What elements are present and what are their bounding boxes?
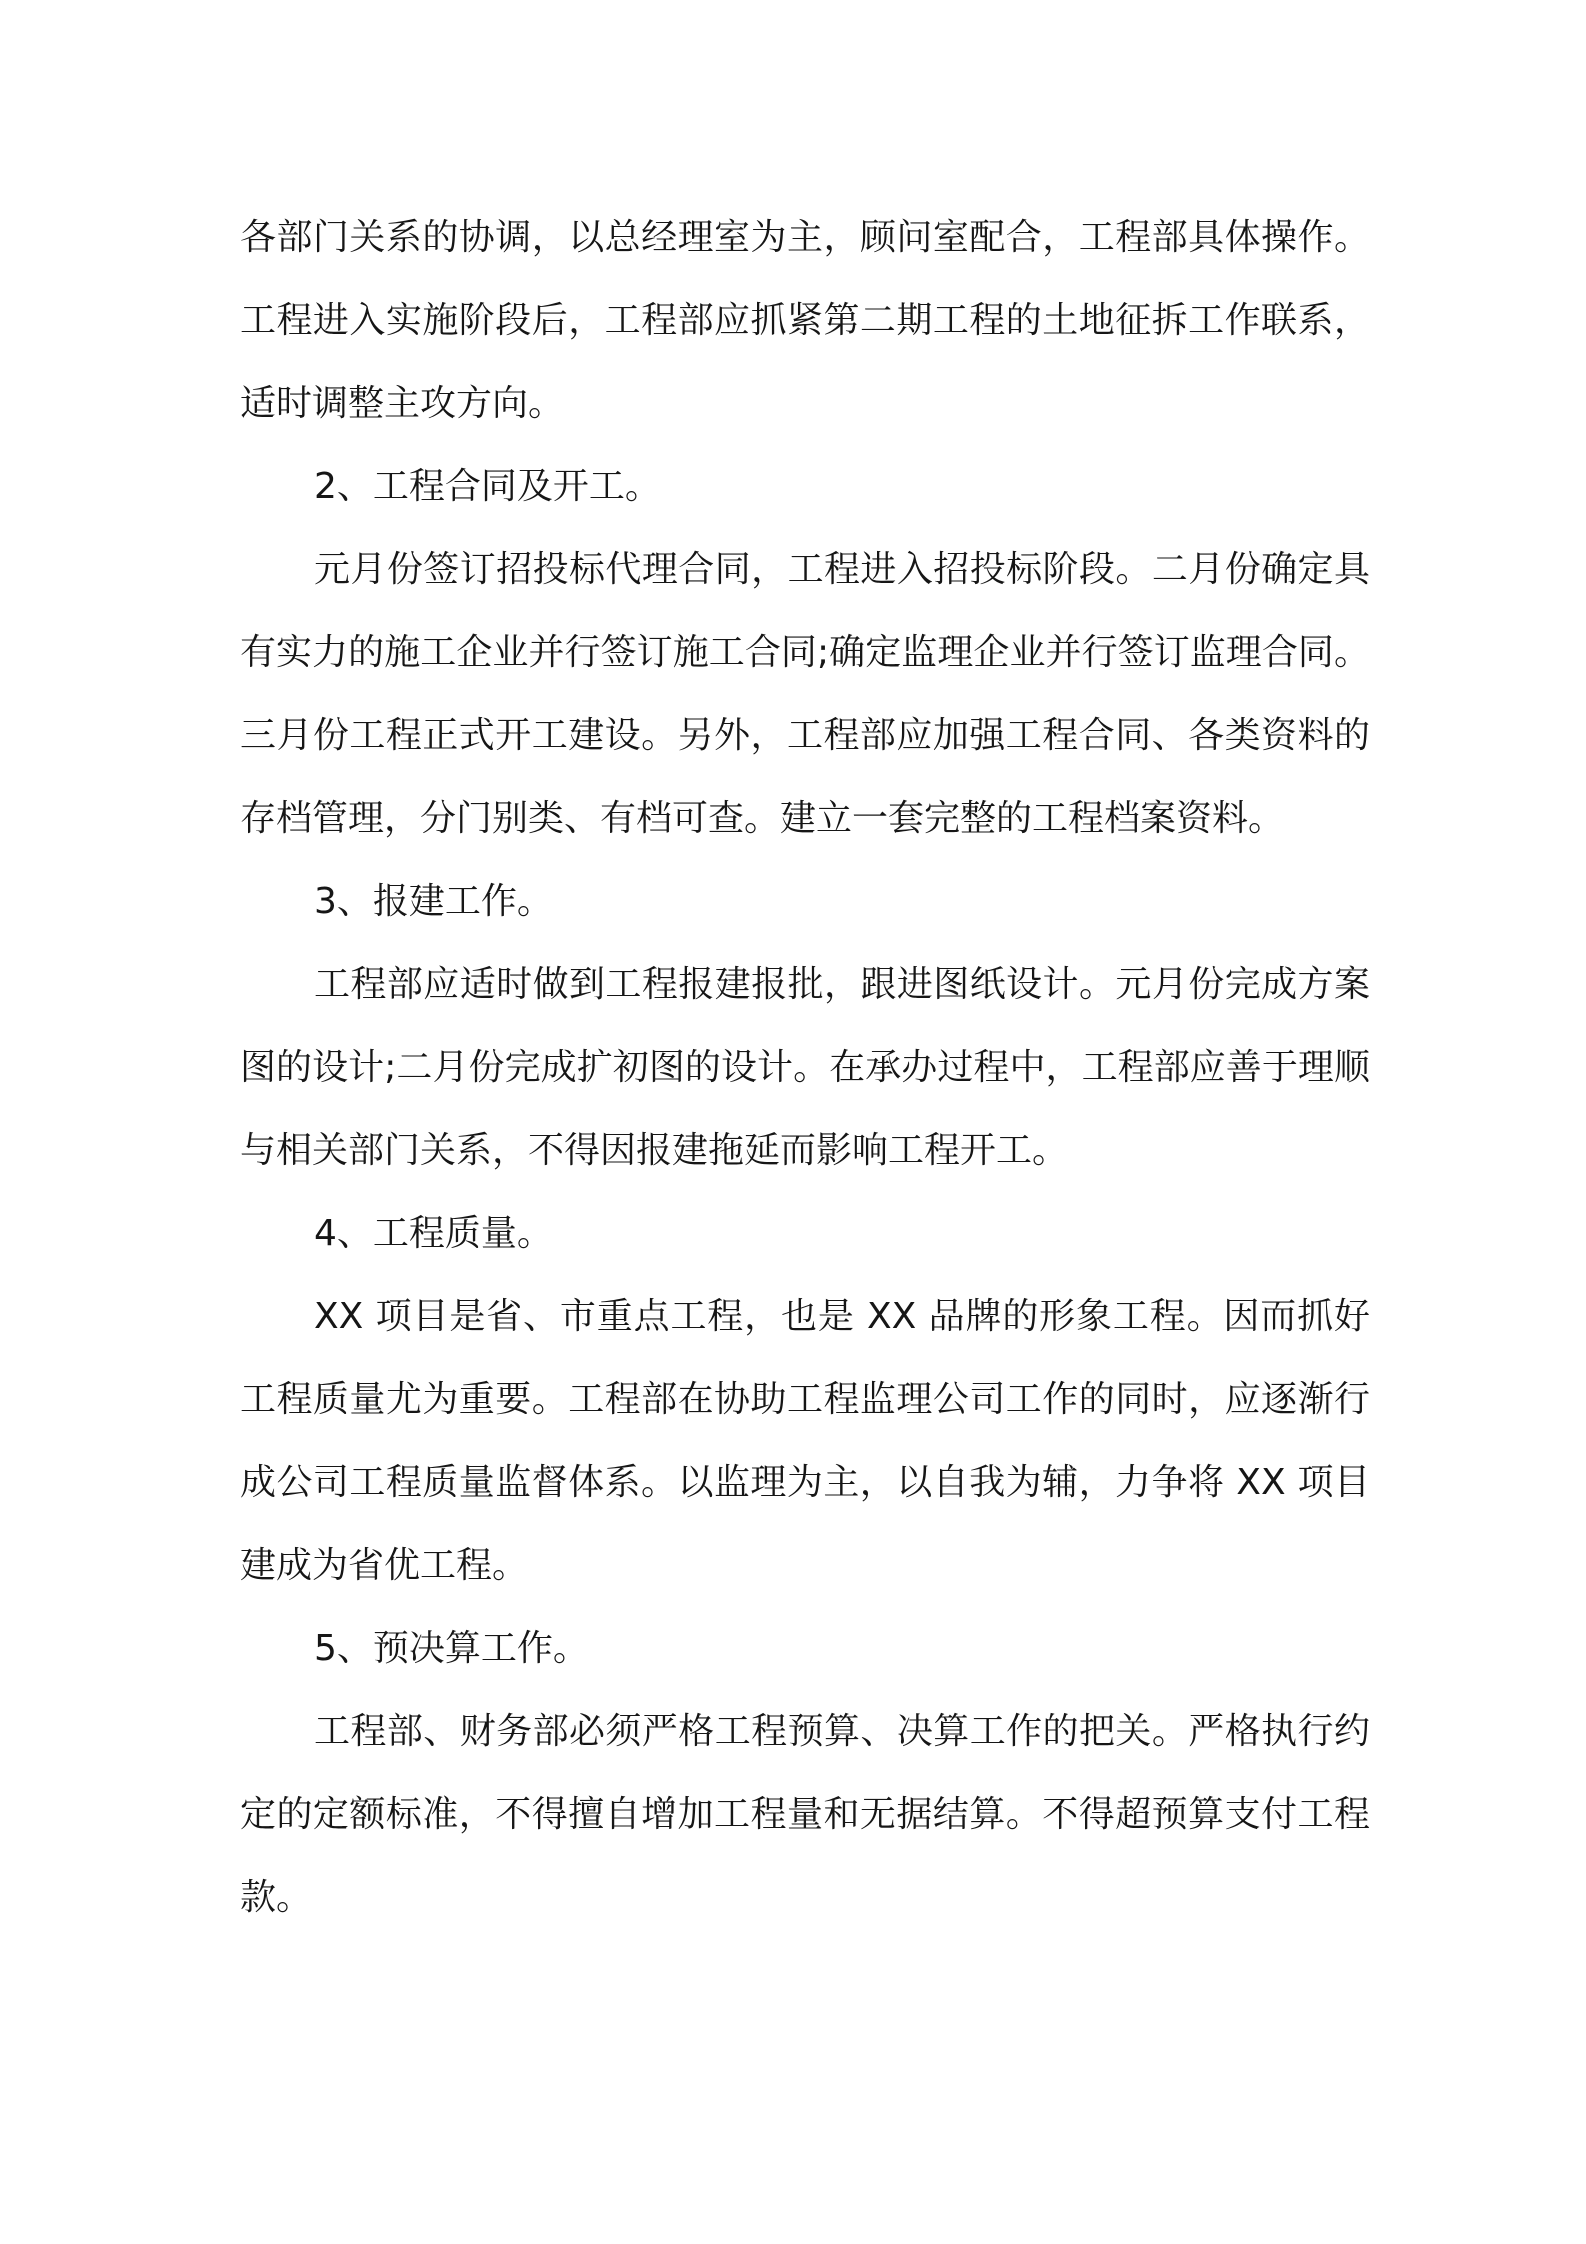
document-body: [240, 196, 1370, 1939]
paragraph-coordination: 各部门关系的协调，以总经理室为主，顾问室配合，工程部具体操作。工程进入实施阶段后，工程部应抓紧第二期工程的土地征拆工作联系，适时调整主攻方向。: [240, 217, 1370, 424]
paragraph-quality: XX 项目是省、市重点工程，也是 XX 品牌的形象工程。因而抓好工程质量尤为重要。工程部在协助工程监理公司工作的同时，应逐渐行成公司工程质量监督体系。以监理为主，以自我为辅，力争将 XX 项目建成为省优工程。: [240, 1296, 1370, 1586]
section-heading-contract: 2、工程合同及开工。: [314, 466, 661, 507]
section-heading-budget: 5、预决算工作。: [314, 1628, 589, 1669]
paragraph-permit: 工程部应适时做到工程报建报批，跟进图纸设计。元月份完成方案图的设计;二月份完成扩初图的设计。在承办过程中，工程部应善于理顺与相关部门关系，不得因报建拖延而影响工程开工。: [240, 964, 1370, 1171]
paragraph-contract: 元月份签订招投标代理合同，工程进入招投标阶段。二月份确定具有实力的施工企业并行签订施工合同;确定监理企业并行签订监理合同。三月份工程正式开工建设。另外，工程部应加强工程合同、各类资料的存档管理，分门别类、有档可查。建立一套完整的工程档案资料。: [240, 549, 1370, 839]
section-heading-quality: 4、工程质量。: [314, 1213, 553, 1254]
paragraph-budget: 工程部、财务部必须严格工程预算、决算工作的把关。严格执行约定的定额标准，不得擅自增加工程量和无据结算。不得超预算支付工程款。: [240, 1711, 1370, 1918]
section-heading-permit: 3、报建工作。: [314, 881, 553, 922]
